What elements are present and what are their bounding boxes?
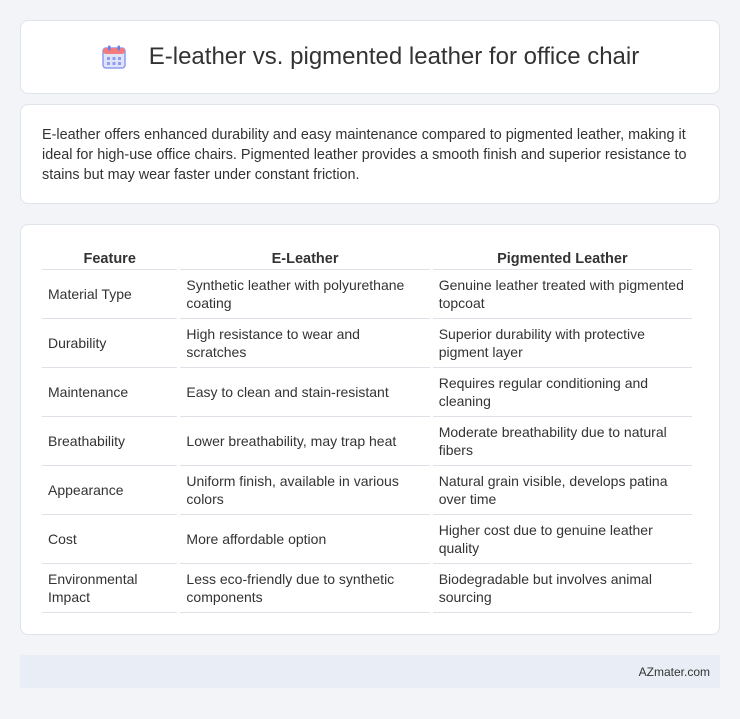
pigmented-leather-cell: Requires regular conditioning and cleaning <box>433 368 692 417</box>
feature-cell: Maintenance <box>42 368 177 417</box>
summary-card <box>20 104 720 204</box>
footer <box>20 655 720 688</box>
feature-cell: Environmental Impact <box>42 564 177 613</box>
e-leather-cell: Less eco-friendly due to synthetic components <box>180 564 429 613</box>
table-row <box>42 466 692 515</box>
header-e-leather: E-Leather <box>180 245 429 270</box>
title-card <box>20 20 720 94</box>
footer-site-name: AZmater.com <box>638 664 710 679</box>
calendar-icon <box>101 44 127 70</box>
comparison-table-card <box>20 224 720 635</box>
pigmented-leather-cell: Higher cost due to genuine leather quality <box>433 515 692 564</box>
feature-cell: Durability <box>42 319 177 368</box>
table-row <box>42 270 692 319</box>
table-row <box>42 368 692 417</box>
e-leather-cell: Easy to clean and stain-resistant <box>180 368 429 417</box>
table-header-row <box>42 245 692 270</box>
table-row <box>42 515 692 564</box>
e-leather-cell: High resistance to wear and scratches <box>180 319 429 368</box>
header-feature: Feature <box>42 245 177 270</box>
header-pigmented-leather: Pigmented Leather <box>433 245 692 270</box>
feature-cell: Material Type <box>42 270 177 319</box>
comparison-table <box>39 245 695 613</box>
pigmented-leather-cell: Superior durability with protective pigment layer <box>433 319 692 368</box>
feature-cell: Cost <box>42 515 177 564</box>
table-row <box>42 417 692 466</box>
pigmented-leather-cell: Moderate breathability due to natural fibers <box>433 417 692 466</box>
e-leather-cell: Lower breathability, may trap heat <box>180 417 429 466</box>
table-row <box>42 564 692 613</box>
e-leather-cell: More affordable option <box>180 515 429 564</box>
table-row <box>42 319 692 368</box>
feature-cell: Breathability <box>42 417 177 466</box>
pigmented-leather-cell: Biodegradable but involves animal sourcing <box>433 564 692 613</box>
feature-cell: Appearance <box>42 466 177 515</box>
e-leather-cell: Synthetic leather with polyurethane coating <box>180 270 429 319</box>
pigmented-leather-cell: Natural grain visible, develops patina over time <box>433 466 692 515</box>
page-title: E-leather vs. pigmented leather for office chair <box>148 43 640 70</box>
pigmented-leather-cell: Genuine leather treated with pigmented topcoat <box>433 270 692 319</box>
summary-text: E-leather offers enhanced durability and easy maintenance compared to pigmented leather, making it ideal for high-use office chairs. Pigmented leather provides a smooth finish and superior resistance to stains but may wear faster under constant friction. <box>42 127 687 183</box>
e-leather-cell: Uniform finish, available in various colors <box>180 466 429 515</box>
